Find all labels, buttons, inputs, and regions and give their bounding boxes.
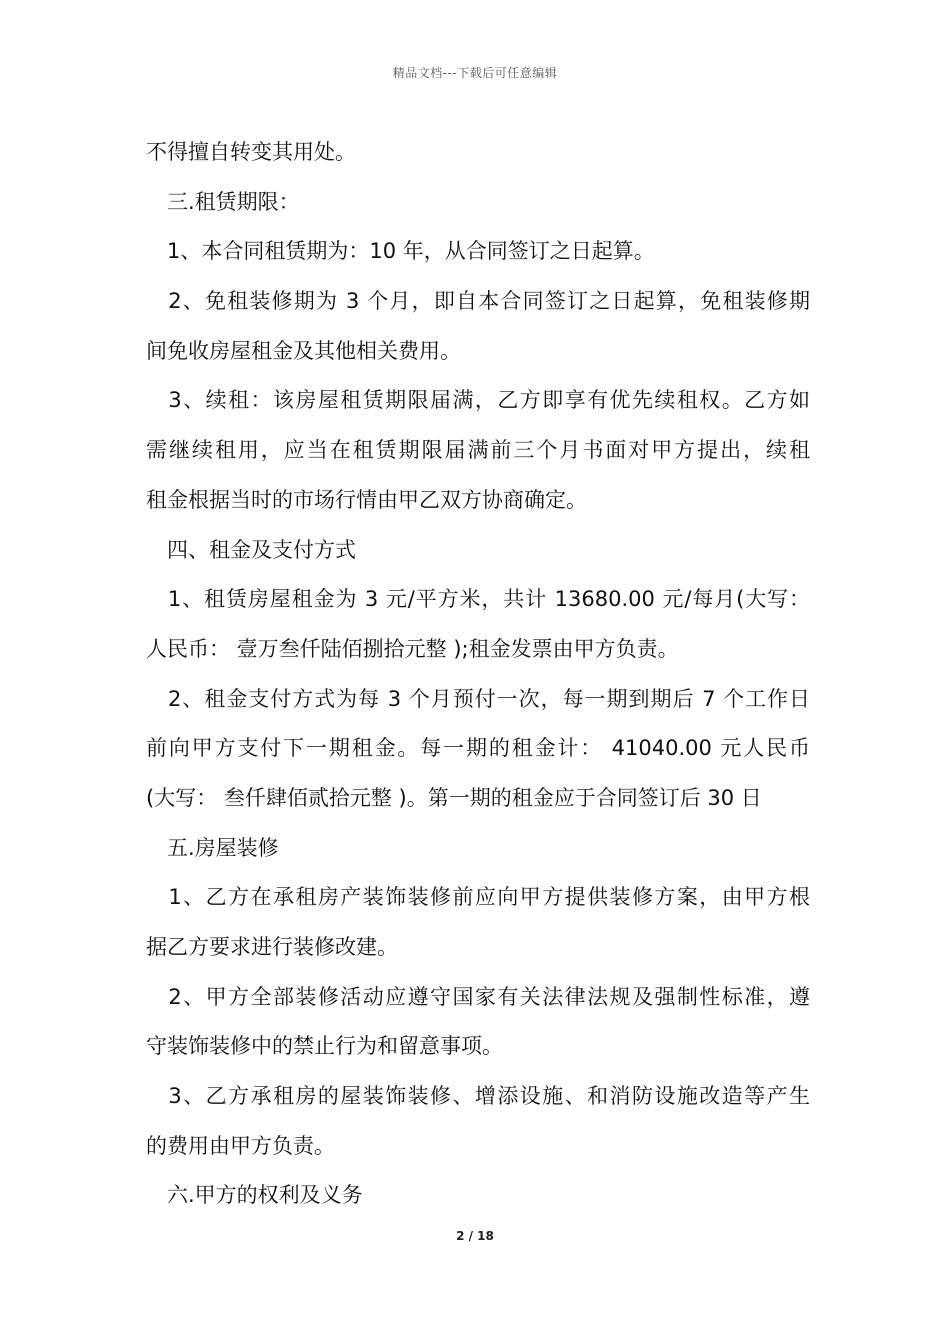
text-line: 不得擅自转变其用处。 (146, 140, 356, 164)
text-line: 1、乙方在承租房产装饰装修前应向甲方提供装修方案，由甲方根 (146, 885, 810, 910)
text-line: 据乙方要求进行装修改建。 (146, 935, 398, 959)
section-heading-renovation: 五.房屋装修 (146, 835, 279, 860)
text-line: 2、甲方全部装修活动应遵守国家有关法律法规及强制性标准，遵 (146, 984, 810, 1009)
text-line: 1、本合同租赁期为：10 年，从合同签订之日起算。 (146, 239, 655, 264)
text-line: 间免收房屋租金及其他相关费用。 (146, 338, 461, 363)
text-line: 需继续租用，应当在租赁期限届满前三个月书面对甲方提出，续租 (146, 438, 810, 463)
text-line: 守装饰装修中的禁止行为和留意事项。 (146, 1034, 503, 1059)
section-heading-party-a-rights: 六.甲方的权利及义务 (146, 1183, 363, 1208)
text-line: 前向甲方支付下一期租金。每一期的租金计： 41040.00 元人民币 (146, 736, 810, 761)
section-heading-lease-term: 三.租赁期限： (146, 189, 300, 214)
page-number: 2 / 18 (456, 1229, 494, 1243)
text-line: (大写： 叁仟肆佰贰拾元整 )。第一期的租金应于合同签订后 30 日 (146, 785, 762, 810)
document-body (146, 128, 810, 1221)
text-line: 1、租赁房屋租金为 3 元/平方米，共计 13680.00 元/每月(大写： (146, 587, 810, 612)
text-line: 2、租金支付方式为每 3 个月预付一次，每一期到期后 7 个工作日 (146, 686, 810, 711)
section-heading-rent-payment: 四、租金及支付方式 (146, 537, 356, 562)
text-line: 人民币： 壹万叁仟陆佰捌拾元整 );租金发票由甲方负责。 (146, 636, 679, 661)
page-header: 精品文档---下载后可任意编辑 (392, 66, 558, 80)
text-line: 的费用由甲方负责。 (146, 1133, 335, 1158)
text-line: 租金根据当时的市场行情由甲乙双方协商确定。 (146, 487, 587, 512)
text-line: 3、续租：该房屋租赁期限届满，乙方即享有优先续租权。乙方如 (146, 388, 810, 413)
text-line: 2、免租装修期为 3 个月，即自本合同签订之日起算，免租装修期 (146, 289, 810, 314)
text-line: 3、乙方承租房的屋装饰装修、增添设施、和消防设施改造等产生 (146, 1084, 810, 1109)
